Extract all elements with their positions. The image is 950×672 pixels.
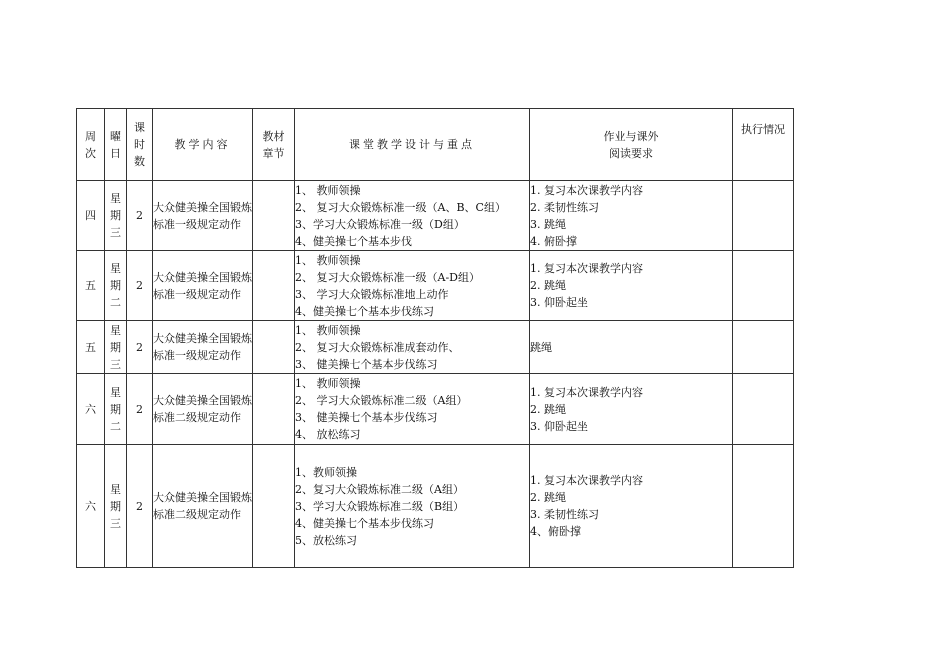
list-item: 3、 学习大众锻炼标准地上动作 (295, 287, 449, 301)
homework-cell (530, 321, 733, 374)
list-item: 1、 教师领操 (295, 253, 361, 267)
list-item: 1、 教师领操 (295, 183, 361, 197)
header-hours: 课 时 数 (127, 109, 153, 181)
execution-cell (733, 445, 794, 568)
list-item: 4、健美操七个基本步伐练习 (295, 304, 434, 318)
hours-cell: 2 (127, 251, 153, 321)
list-item: 1. 复习本次课教学内容 (530, 262, 643, 275)
chapter-cell (253, 181, 295, 251)
hours-cell: 2 (127, 374, 153, 445)
content-cell: 大众健美操全国锻炼标准二级规定动作 (153, 445, 253, 568)
list-item: 3、学习大众锻炼标准二级（B组） (295, 499, 465, 513)
list-item: 跳绳 (530, 340, 552, 354)
content-cell: 大众健美操全国锻炼标准一级规定动作 (153, 251, 253, 321)
header-homework: 作业与课外 阅读要求 (530, 109, 733, 181)
week-cell: 四 (77, 181, 105, 251)
table-row (77, 251, 794, 321)
list-item: 2、复习大众锻炼标准二级（A组） (295, 482, 464, 496)
design-cell (295, 251, 530, 321)
content-cell: 大众健美操全国锻炼标准二级规定动作 (153, 374, 253, 445)
list-item: 2、 复习大众锻炼标准一级（A、B、C组） (295, 200, 506, 214)
table-row (77, 374, 794, 445)
hours-cell: 2 (127, 321, 153, 374)
header-row (77, 109, 794, 181)
list-item: 3、学习大众锻炼标准一级（D组） (295, 217, 465, 231)
list-item: 5、放松练习 (295, 533, 357, 547)
chapter-cell (253, 445, 295, 568)
execution-cell (733, 181, 794, 251)
week-cell: 六 (77, 445, 105, 568)
homework-cell (530, 181, 733, 251)
execution-cell (733, 374, 794, 445)
list-item: 4、健美操七个基本步伐 (295, 234, 412, 248)
header-design: 课堂教学设计与重点 (295, 109, 530, 181)
table-row (77, 445, 794, 568)
header-execution: 执行情况 (733, 109, 794, 181)
day-cell: 星 期 三 (105, 321, 127, 374)
design-cell (295, 181, 530, 251)
design-cell (295, 445, 530, 568)
list-item: 1、 教师领操 (295, 377, 361, 390)
execution-cell (733, 251, 794, 321)
list-item: 3. 柔韧性练习 (530, 508, 599, 521)
content-cell: 大众健美操全国锻炼标准一级规定动作 (153, 181, 253, 251)
header-day: 曜 日 (105, 109, 127, 181)
list-item: 2、 复习大众锻炼标准一级（A-D组） (295, 270, 480, 284)
day-cell: 星 期 二 (105, 374, 127, 445)
week-cell: 五 (77, 321, 105, 374)
list-item: 3. 仰卧起坐 (530, 419, 588, 433)
list-item: 2、 复习大众锻炼标准成套动作、 (295, 340, 460, 354)
day-cell: 星 期 三 (105, 445, 127, 568)
execution-cell (733, 321, 794, 374)
homework-cell (530, 251, 733, 321)
list-item: 1. 复习本次课教学内容 (530, 474, 643, 487)
lesson-plan-table (76, 108, 794, 568)
day-cell: 星 期 三 (105, 181, 127, 251)
homework-cell (530, 445, 733, 568)
table-row (77, 181, 794, 251)
list-item: 1. 复习本次课教学内容 (530, 385, 643, 399)
chapter-cell (253, 321, 295, 374)
list-item: 4、 放松练习 (295, 428, 361, 441)
homework-cell (530, 374, 733, 445)
list-item: 2、 学习大众锻炼标准二级（A组） (295, 394, 468, 407)
list-item: 1、教师领操 (295, 465, 357, 479)
hours-cell: 2 (127, 181, 153, 251)
hours-cell: 2 (127, 445, 153, 568)
chapter-cell (253, 251, 295, 321)
week-cell: 五 (77, 251, 105, 321)
day-cell: 星 期 二 (105, 251, 127, 321)
list-item: 3、 健美操七个基本步伐练习 (295, 357, 438, 371)
list-item: 3. 仰卧起坐 (530, 296, 588, 309)
week-cell: 六 (77, 374, 105, 445)
list-item: 2. 柔韧性练习 (530, 200, 599, 214)
list-item: 3、 健美操七个基本步伐练习 (295, 411, 438, 424)
list-item: 1. 复习本次课教学内容 (530, 183, 643, 197)
list-item: 4. 俯卧撑 (530, 234, 577, 248)
chapter-cell (253, 374, 295, 445)
table-row (77, 321, 794, 374)
content-cell: 大众健美操全国锻炼标准一级规定动作 (153, 321, 253, 374)
list-item: 2. 跳绳 (530, 491, 566, 504)
header-chapter: 教材 章节 (253, 109, 295, 181)
list-item: 2. 跳绳 (530, 402, 566, 416)
list-item: 3. 跳绳 (530, 217, 566, 231)
design-cell (295, 374, 530, 445)
design-cell (295, 321, 530, 374)
list-item: 2. 跳绳 (530, 279, 566, 292)
list-item: 4、健美操七个基本步伐练习 (295, 516, 434, 530)
list-item: 1、 教师领操 (295, 323, 361, 337)
header-content: 教学内容 (153, 109, 253, 181)
header-week: 周 次 (77, 109, 105, 181)
list-item: 4、俯卧撑 (530, 525, 581, 538)
